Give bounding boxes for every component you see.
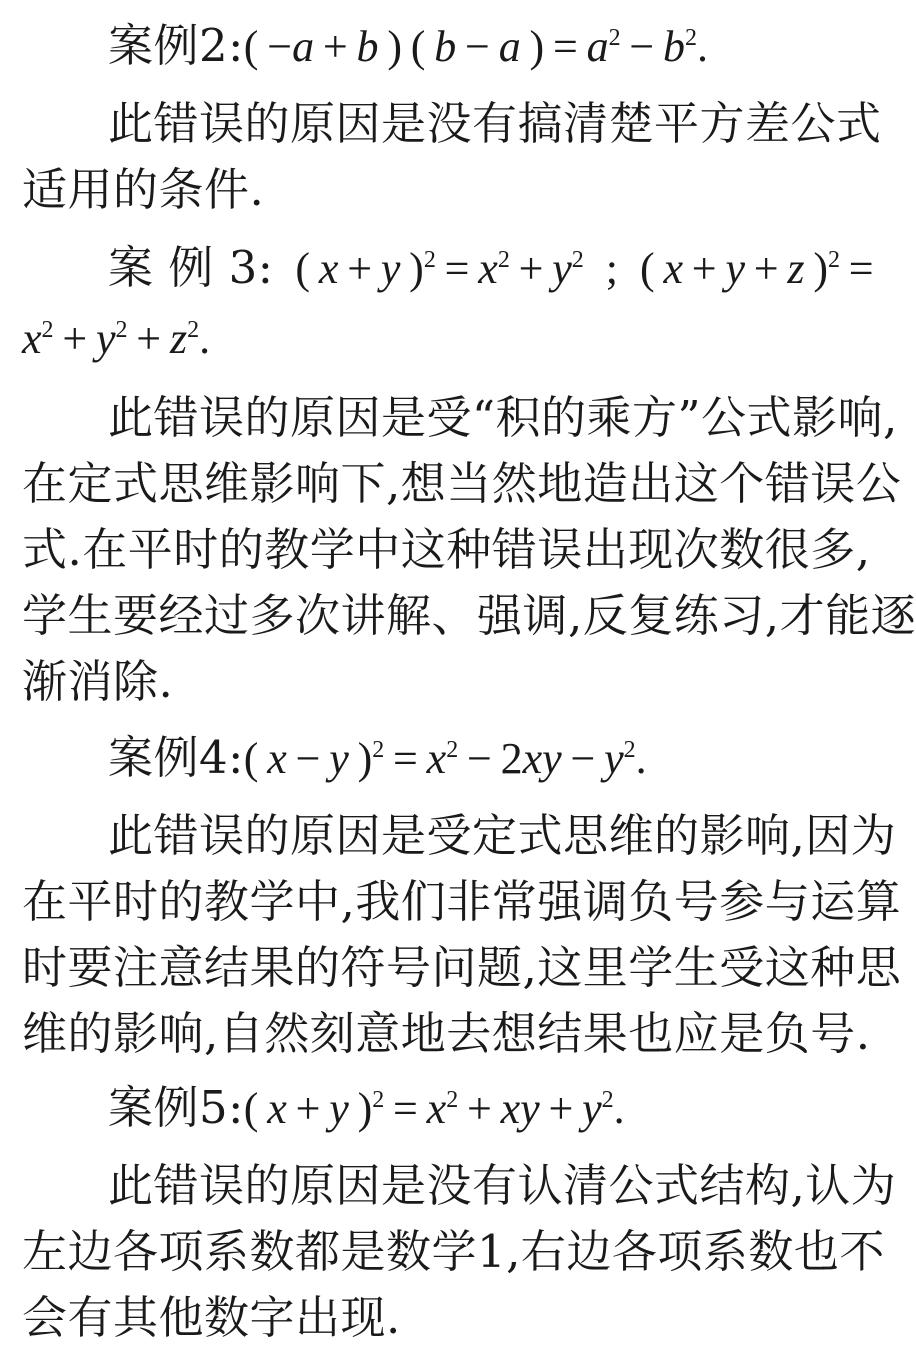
case2-label: 案例2: <box>108 19 244 72</box>
case3-formula-line1: ( x + y )$^2 = x^2 + y^2$ ; ( x + y + z )$^2$ = <box>273 244 874 293</box>
case3-reason-line2: 在定式思维影响下,想当然地造出这个错误公 <box>22 457 902 510</box>
case4-reason-line4: 维的影响,自然刻意地去想结果也应是负号. <box>22 1007 871 1060</box>
case2-formula: ( −a + b ) ( b − a ) = $a^2 - b^2$. <box>243 22 709 71</box>
case2-reason-line2: 适用的条件. <box>22 163 265 216</box>
case4-label: 案例4: <box>108 731 244 784</box>
case4-reason-line3: 时要注意结果的符号问题,这里学生受这种思 <box>22 941 902 994</box>
case3-formula-line2: $x^2 + y^2 + z^2$. <box>22 314 211 363</box>
case3-line <box>108 240 874 296</box>
case5-reason-line1: 此错误的原因是没有认清公式结构,认为 <box>108 1159 897 1212</box>
case3-reason-line5: 渐消除. <box>22 655 174 708</box>
case2-reason-line1: 此错误的原因是没有搞清楚平方差公式 <box>108 97 882 150</box>
case4-reason-line2: 在平时的教学中,我们非常强调负号参与运算 <box>22 875 902 928</box>
case4-line <box>108 730 647 786</box>
case3-reason-line1: 此错误的原因是受“积的乘方”公式影响, <box>108 391 898 444</box>
case4-formula: ( x − y )$^2 = x^2 - 2xy - y^2$. <box>243 734 647 783</box>
case5-line <box>108 1080 625 1136</box>
case2-line <box>108 18 708 74</box>
case4-reason-line1: 此错误的原因是受定式思维的影响,因为 <box>108 809 897 862</box>
case3-label: 案 例 3: <box>108 241 274 294</box>
case3-reason-line4: 学生要经过多次讲解、强调,反复练习,才能逐 <box>22 589 916 642</box>
case5-label: 案例5: <box>108 1081 244 1134</box>
case5-reason-line2: 左边各项系数都是数学1,右边各项系数也不 <box>22 1225 885 1278</box>
case5-reason-line3: 会有其他数字出现. <box>22 1291 401 1344</box>
case3-reason-line3: 式.在平时的教学中这种错误出现次数很多, <box>22 523 871 576</box>
case5-formula: ( x + y )$^2 = x^2$ + xy + $y^2$. <box>243 1084 625 1133</box>
